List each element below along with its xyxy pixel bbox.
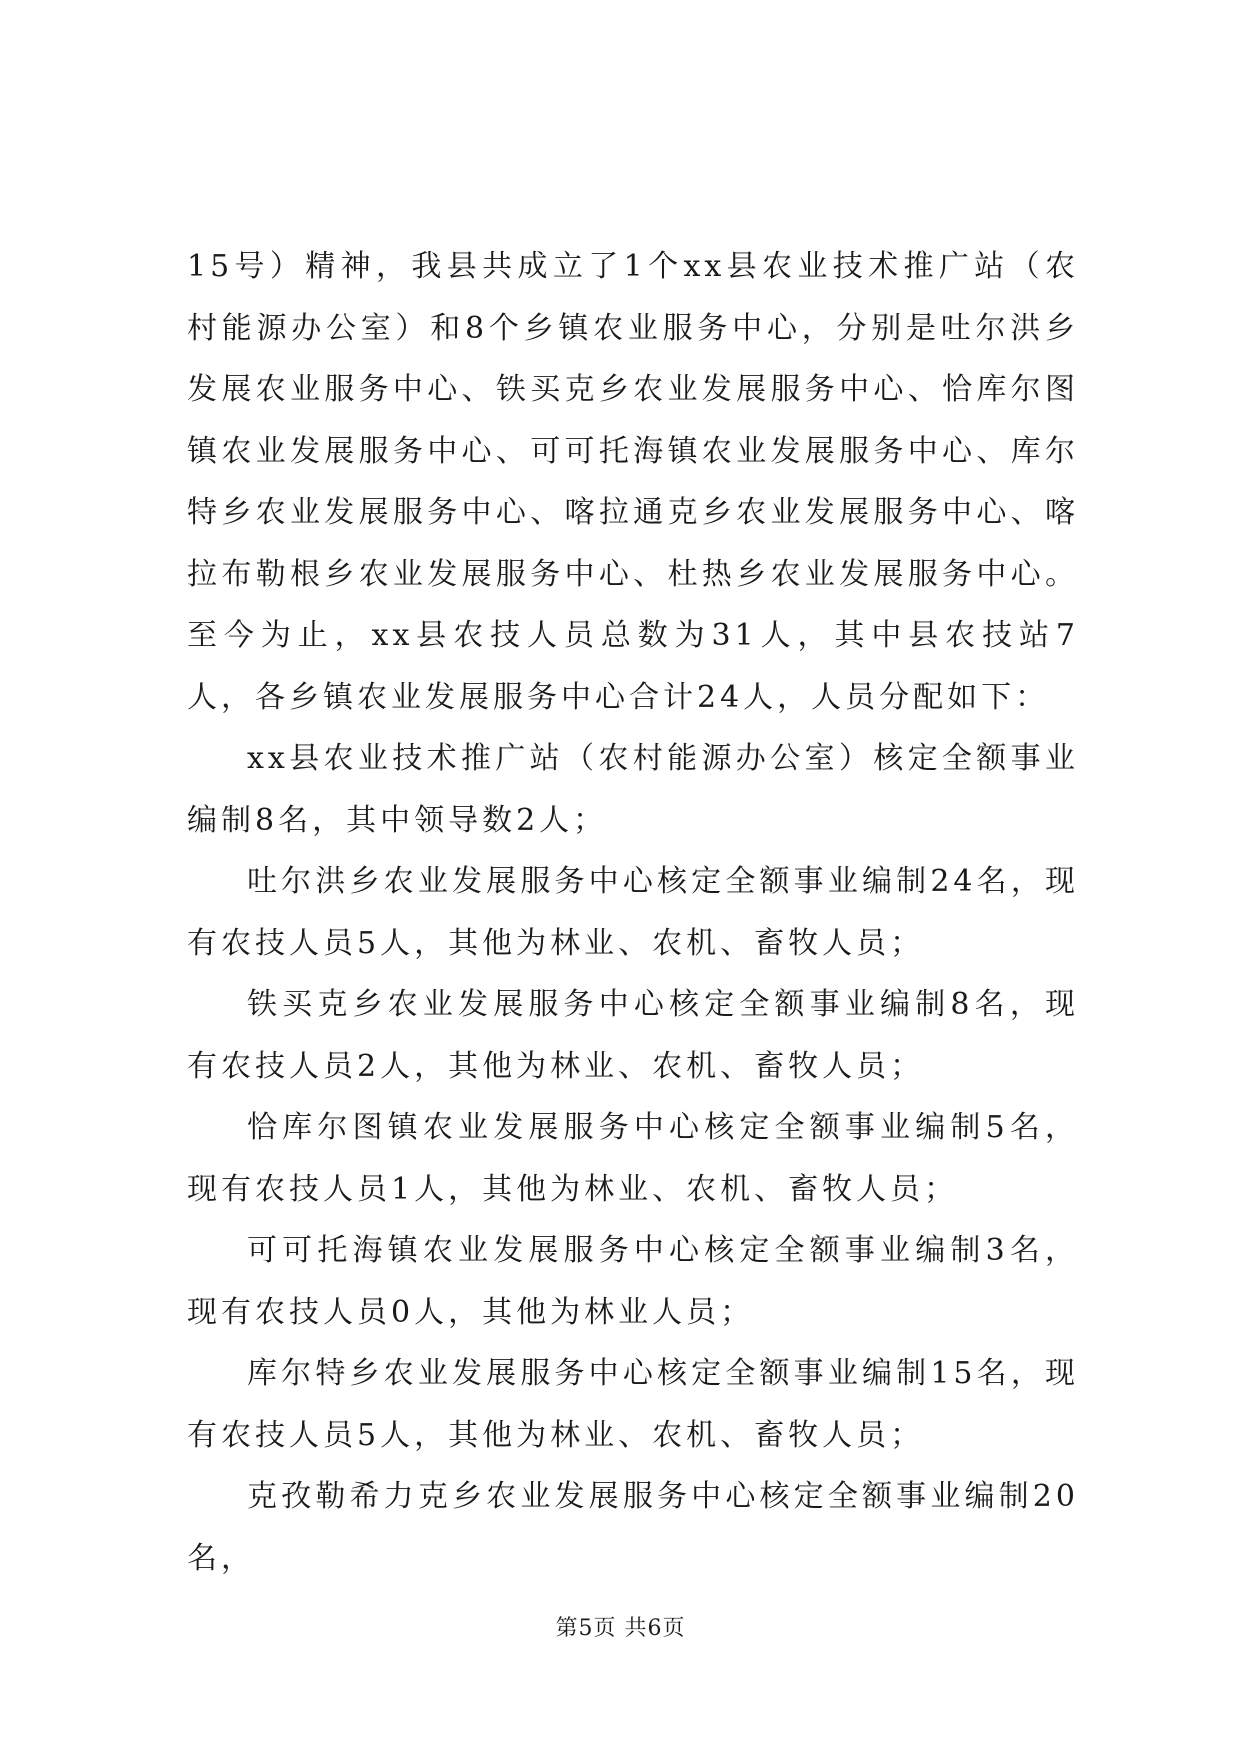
paragraph-intro: 15号）精神，我县共成立了1个xx县农业技术推广站（农村能源办公室）和8个乡镇农业服务中心，分别是吐尔洪乡发展农业服务中心、铁买克乡农业发展服务中心、恰库尔图镇农业发展服务中心、可可托海镇农业发展服务中心、库尔特乡农业发展服务中心、喀拉通克乡农业发展服务中心、喀拉布勒根乡农业发展服务中心、杜热乡农业发展服务中心。至今为止，xx县农技人员总数为31人，其中县农技站7人，各乡镇农业发展服务中心合计24人，人员分配如下： [187, 249, 1079, 715]
paragraph-qiakuertu: 恰库尔图镇农业发展服务中心核定全额事业编制5名，现有农技人员1人，其他为林业、农机、畜牧人员； [187, 1110, 1079, 1207]
paragraph-kuerte: 库尔特乡农业发展服务中心核定全额事业编制15名，现有农技人员5人，其他为林业、农机、畜牧人员； [187, 1356, 1079, 1453]
paragraph-tuerhong: 吐尔洪乡农业发展服务中心核定全额事业编制24名，现有农技人员5人，其他为林业、农机、畜牧人员； [187, 864, 1079, 961]
paragraph-keketuohai: 可可托海镇农业发展服务中心核定全额事业编制3名，现有农技人员0人，其他为林业人员； [187, 1233, 1079, 1330]
page-number-footer: 第5页 共6页 [555, 1616, 686, 1641]
document-body [187, 236, 1079, 1589]
paragraph-county-station: xx县农业技术推广站（农村能源办公室）核定全额事业编制8名，其中领导数2人； [187, 741, 1079, 838]
paragraph-kezileixilike: 克孜勒希力克乡农业发展服务中心核定全额事业编制20名， [187, 1479, 1079, 1576]
paragraph-tiemaike: 铁买克乡农业发展服务中心核定全额事业编制8名，现有农技人员2人，其他为林业、农机、畜牧人员； [187, 987, 1079, 1084]
